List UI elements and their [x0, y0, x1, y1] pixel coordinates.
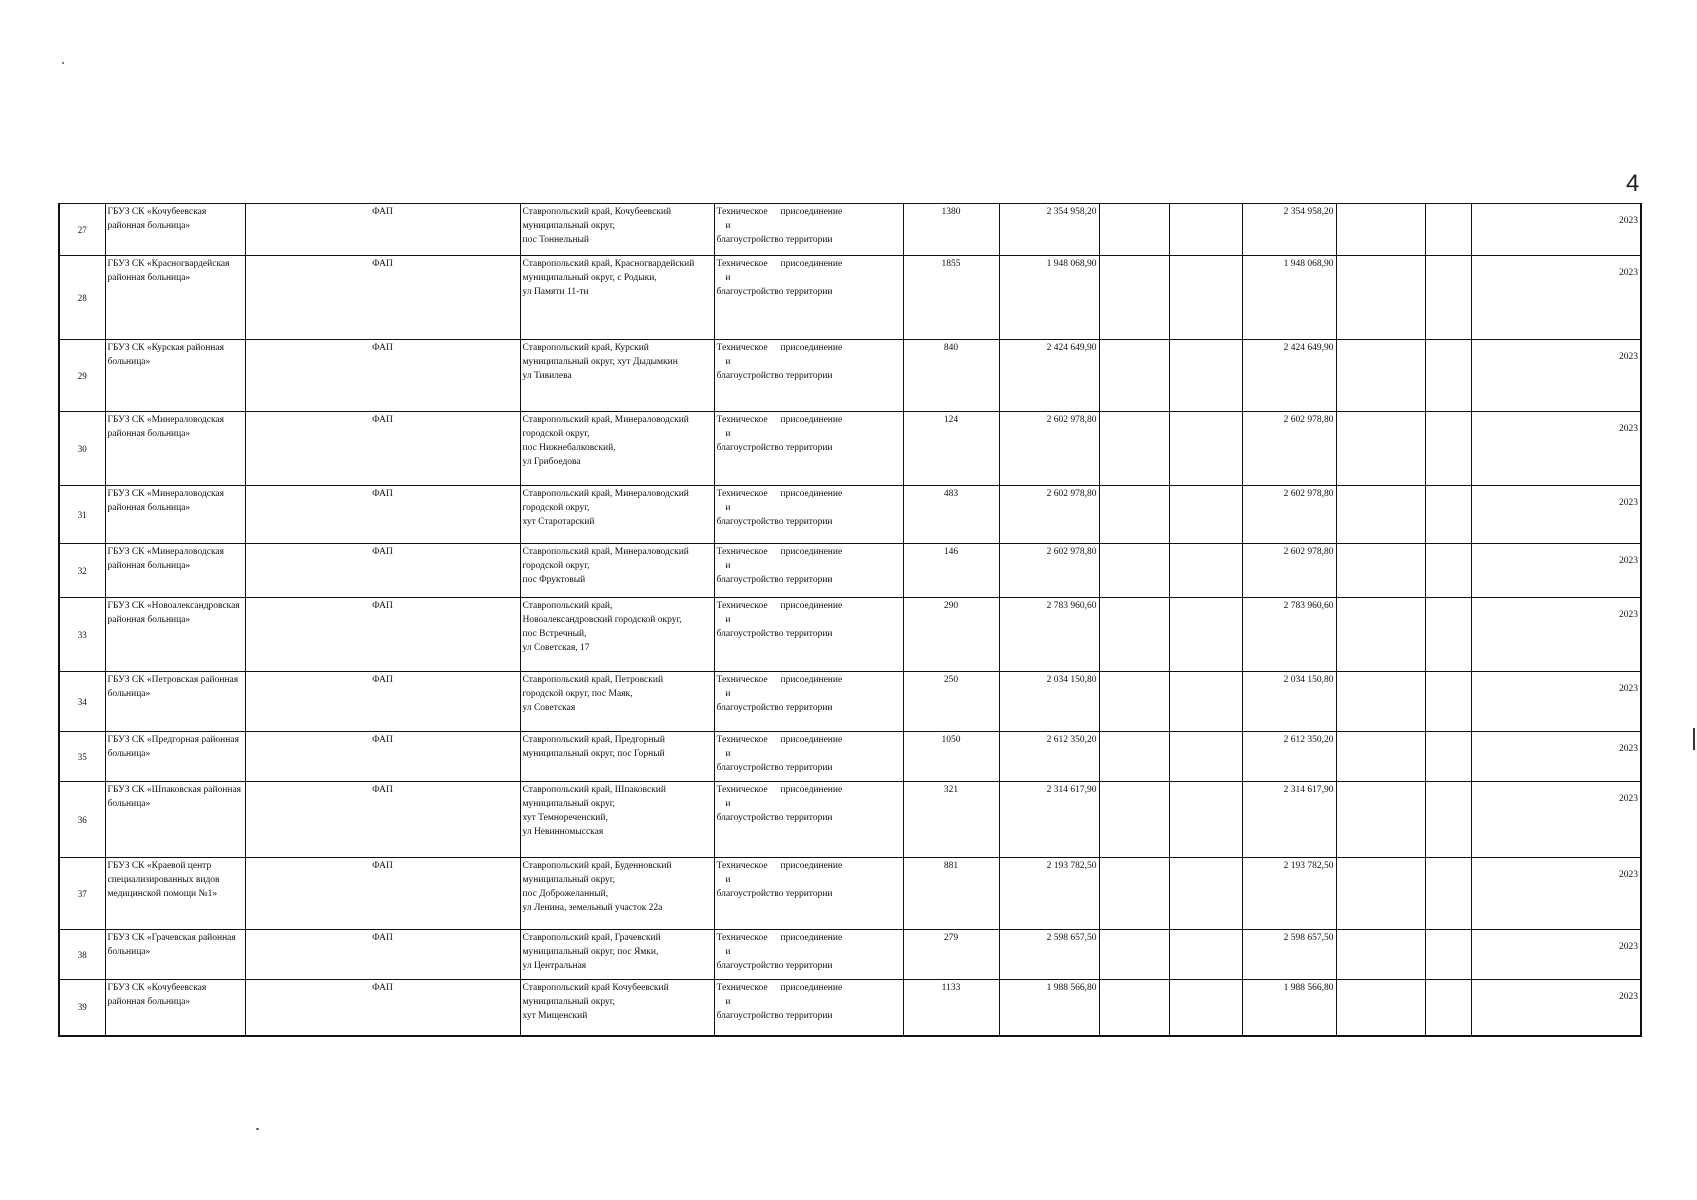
work-type-text: присоединение [780, 207, 843, 217]
address-line: Ставропольский край, Минераловодский [522, 415, 689, 425]
work-type-text: Техническое [716, 861, 768, 871]
total-cost-cell: 2 193 782,50 [999, 858, 1099, 930]
address-line: муниципальный округ, [522, 799, 615, 809]
table-row [59, 598, 1641, 672]
empty-cell [1169, 486, 1242, 544]
organization-cell: ГБУЗ СК «Минераловодская районная больница» [105, 486, 245, 544]
empty-cell [1169, 544, 1242, 598]
work-type-cell [714, 486, 903, 544]
empty-cell [1099, 980, 1169, 1036]
work-type-text: благоустройство территории [716, 371, 833, 381]
distance-cell: 881 [903, 858, 999, 930]
total-cost-cell: 2 354 958,20 [999, 204, 1099, 256]
organization-cell: ГБУЗ СК «Петровская районная больница» [105, 672, 245, 732]
distance-cell: 483 [903, 486, 999, 544]
address-line: пос Доброжеланный, [522, 889, 609, 899]
work-type-cell [714, 412, 903, 486]
year-cell: 2023 [1471, 782, 1641, 858]
address-cell [520, 598, 714, 672]
distance-cell: 1050 [903, 732, 999, 782]
year-cell: 2023 [1471, 544, 1641, 598]
address-cell [520, 858, 714, 930]
empty-cell [1099, 544, 1169, 598]
work-type-text: Техническое [716, 785, 768, 795]
address-line: муниципальный округ, пос Горный [522, 749, 665, 759]
work-type-text: Техническое [716, 547, 768, 557]
empty-cell [1169, 930, 1242, 980]
table-row [59, 412, 1641, 486]
year-cell: 2023 [1471, 598, 1641, 672]
address-line: ул Грибоедова [522, 457, 581, 467]
year-cell: 2023 [1471, 486, 1641, 544]
empty-cell [1336, 544, 1425, 598]
distance-cell: 250 [903, 672, 999, 732]
distance-cell: 290 [903, 598, 999, 672]
year-cell: 2023 [1471, 412, 1641, 486]
row-number-cell: 27 [59, 204, 105, 256]
address-line: Ставропольский край, Кочубеевский [522, 207, 672, 217]
work-type-text: благоустройство территории [716, 235, 833, 245]
work-type-text: благоустройство территории [716, 813, 833, 823]
work-type-text: присоединение [780, 785, 843, 795]
work-type-text: благоустройство территории [716, 517, 833, 527]
year-cell: 2023 [1471, 672, 1641, 732]
distance-cell: 840 [903, 340, 999, 412]
organization-cell: ГБУЗ СК «Предгорная районная больница» [105, 732, 245, 782]
total-cost-cell: 2 602 978,80 [999, 412, 1099, 486]
work-type-cell [714, 980, 903, 1036]
work-type-text: Техническое [716, 735, 768, 745]
empty-cell [1425, 486, 1471, 544]
facilities-table [58, 203, 1642, 1037]
empty-cell [1099, 782, 1169, 858]
year-cell: 2023 [1471, 204, 1641, 256]
address-cell [520, 544, 714, 598]
total-cost-cell: 2 783 960,60 [999, 598, 1099, 672]
empty-cell [1169, 782, 1242, 858]
table-row [59, 204, 1641, 256]
address-cell [520, 672, 714, 732]
row-number-cell: 35 [59, 732, 105, 782]
budget-cell: 2 612 350,20 [1242, 732, 1336, 782]
row-number-cell: 30 [59, 412, 105, 486]
work-type-text: и [725, 689, 731, 699]
organization-cell: ГБУЗ СК «Минераловодская районная больница» [105, 544, 245, 598]
work-type-text: благоустройство территории [716, 443, 833, 453]
address-line: ул Советская [522, 703, 576, 713]
table-row [59, 486, 1641, 544]
empty-cell [1336, 782, 1425, 858]
work-type-text: присоединение [780, 489, 843, 499]
work-type-text: и [725, 221, 731, 231]
work-type-text: благоустройство территории [716, 575, 833, 585]
address-line: муниципальный округ, хут Дыдымкин [522, 357, 678, 367]
address-line: муниципальный округ, с Родыки, [522, 273, 657, 283]
work-type-cell [714, 598, 903, 672]
address-line: ул Ленина, земельный участок 22а [522, 903, 663, 913]
empty-cell [1425, 980, 1471, 1036]
work-type-text: присоединение [780, 547, 843, 557]
work-type-text: и [725, 947, 731, 957]
organization-cell: ГБУЗ СК «Шпаковская районная больница» [105, 782, 245, 858]
address-line: Ставропольский край, Шпаковский [522, 785, 666, 795]
work-type-text: и [725, 997, 731, 1007]
work-type-text: благоустройство территории [716, 629, 833, 639]
work-type-text: Техническое [716, 489, 768, 499]
work-type-text: благоустройство территории [716, 287, 833, 297]
distance-cell: 1133 [903, 980, 999, 1036]
work-type-cell [714, 256, 903, 340]
empty-cell [1425, 544, 1471, 598]
organization-cell: ГБУЗ СК «Кочубеевская районная больница» [105, 980, 245, 1036]
address-cell [520, 256, 714, 340]
work-type-text: и [725, 357, 731, 367]
address-line: городской округ, [522, 561, 590, 571]
total-cost-cell: 2 602 978,80 [999, 544, 1099, 598]
empty-cell [1336, 256, 1425, 340]
table-row [59, 930, 1641, 980]
distance-cell: 146 [903, 544, 999, 598]
page-number: 4 [1626, 170, 1640, 197]
empty-cell [1425, 412, 1471, 486]
empty-cell [1425, 858, 1471, 930]
work-type-text: присоединение [780, 415, 843, 425]
address-cell [520, 980, 714, 1036]
row-number-cell: 39 [59, 980, 105, 1036]
address-cell [520, 732, 714, 782]
work-type-text: присоединение [780, 933, 843, 943]
empty-cell [1099, 256, 1169, 340]
facility-type-cell: ФАП [245, 340, 520, 412]
scan-edge-mark [1693, 728, 1695, 750]
work-type-text: и [725, 561, 731, 571]
empty-cell [1425, 732, 1471, 782]
address-cell [520, 412, 714, 486]
empty-cell [1099, 412, 1169, 486]
empty-cell [1336, 672, 1425, 732]
budget-cell: 2 598 657,50 [1242, 930, 1336, 980]
empty-cell [1425, 598, 1471, 672]
address-line: Ставропольский край, Петровский [522, 675, 664, 685]
year-cell: 2023 [1471, 858, 1641, 930]
work-type-text: и [725, 273, 731, 283]
row-number-cell: 37 [59, 858, 105, 930]
work-type-text: и [725, 615, 731, 625]
work-type-cell [714, 782, 903, 858]
empty-cell [1425, 256, 1471, 340]
address-cell [520, 930, 714, 980]
address-line: пос Фруктовый [522, 575, 586, 585]
empty-cell [1336, 340, 1425, 412]
address-line: муниципальный округ, [522, 997, 615, 1007]
budget-cell: 2 193 782,50 [1242, 858, 1336, 930]
organization-cell: ГБУЗ СК «Новоалександровская районная больница» [105, 598, 245, 672]
row-number-cell: 28 [59, 256, 105, 340]
work-type-text: Техническое [716, 601, 768, 611]
empty-cell [1425, 672, 1471, 732]
table-row [59, 782, 1641, 858]
row-number-cell: 34 [59, 672, 105, 732]
empty-cell [1099, 598, 1169, 672]
empty-cell [1336, 930, 1425, 980]
empty-cell [1336, 732, 1425, 782]
row-number-cell: 31 [59, 486, 105, 544]
address-line: пос Нижнебалковский, [522, 443, 616, 453]
empty-cell [1425, 782, 1471, 858]
work-type-cell [714, 672, 903, 732]
year-cell: 2023 [1471, 340, 1641, 412]
work-type-text: Техническое [716, 983, 768, 993]
address-line: Ставропольский край, Красногвардейский [522, 259, 695, 269]
budget-cell: 2 424 649,90 [1242, 340, 1336, 412]
distance-cell: 124 [903, 412, 999, 486]
work-type-text: присоединение [780, 735, 843, 745]
address-cell [520, 204, 714, 256]
budget-cell: 2 602 978,80 [1242, 412, 1336, 486]
budget-cell: 2 602 978,80 [1242, 486, 1336, 544]
empty-cell [1425, 340, 1471, 412]
distance-cell: 1855 [903, 256, 999, 340]
empty-cell [1099, 732, 1169, 782]
empty-cell [1169, 256, 1242, 340]
facility-type-cell: ФАП [245, 980, 520, 1036]
empty-cell [1336, 204, 1425, 256]
work-type-text: благоустройство территории [716, 961, 833, 971]
work-type-text: и [725, 875, 731, 885]
facility-type-cell: ФАП [245, 544, 520, 598]
row-number-cell: 38 [59, 930, 105, 980]
facility-type-cell: ФАП [245, 858, 520, 930]
facility-type-cell: ФАП [245, 598, 520, 672]
row-number-cell: 36 [59, 782, 105, 858]
facility-type-cell: ФАП [245, 672, 520, 732]
organization-cell: ГБУЗ СК «Краевой центр специализированных видов медицинской помощи №1» [105, 858, 245, 930]
scan-speck [62, 62, 64, 64]
address-line: Новоалександровский городской округ, [522, 615, 682, 625]
empty-cell [1169, 340, 1242, 412]
work-type-cell [714, 204, 903, 256]
total-cost-cell: 1 948 068,90 [999, 256, 1099, 340]
year-cell: 2023 [1471, 930, 1641, 980]
work-type-text: Техническое [716, 415, 768, 425]
work-type-text: Техническое [716, 933, 768, 943]
work-type-text: присоединение [780, 861, 843, 871]
address-line: ул Невинномысская [522, 827, 604, 837]
empty-cell [1336, 598, 1425, 672]
distance-cell: 321 [903, 782, 999, 858]
address-line: пос Тоннельный [522, 235, 590, 245]
work-type-cell [714, 930, 903, 980]
address-line: городской округ, [522, 503, 590, 513]
empty-cell [1169, 732, 1242, 782]
organization-cell: ГБУЗ СК «Красногвардейская районная больница» [105, 256, 245, 340]
facility-type-cell: ФАП [245, 732, 520, 782]
address-line: ул Тивилева [522, 371, 572, 381]
address-cell [520, 782, 714, 858]
work-type-text: присоединение [780, 983, 843, 993]
budget-cell: 2 354 958,20 [1242, 204, 1336, 256]
address-line: хут Мищенский [522, 1011, 588, 1021]
address-line: хут Темнореченский, [522, 813, 608, 823]
empty-cell [1169, 598, 1242, 672]
address-line: Ставропольский край, Курский [522, 343, 649, 353]
row-number-cell: 29 [59, 340, 105, 412]
empty-cell [1099, 340, 1169, 412]
total-cost-cell: 2 424 649,90 [999, 340, 1099, 412]
table-row [59, 980, 1641, 1036]
organization-cell: ГБУЗ СК «Курская районная больница» [105, 340, 245, 412]
table-body [59, 204, 1641, 1036]
organization-cell: ГБУЗ СК «Кочубеевская районная больница» [105, 204, 245, 256]
work-type-text: благоустройство территории [716, 889, 833, 899]
budget-cell: 1 988 566,80 [1242, 980, 1336, 1036]
table-row [59, 672, 1641, 732]
work-type-cell [714, 858, 903, 930]
empty-cell [1099, 858, 1169, 930]
work-type-text: присоединение [780, 259, 843, 269]
address-line: муниципальный округ, пос Ямки, [522, 947, 659, 957]
work-type-text: благоустройство территории [716, 1011, 833, 1021]
total-cost-cell: 2 314 617,90 [999, 782, 1099, 858]
table-row [59, 544, 1641, 598]
table-row [59, 858, 1641, 930]
empty-cell [1336, 486, 1425, 544]
empty-cell [1336, 412, 1425, 486]
year-cell: 2023 [1471, 256, 1641, 340]
budget-cell: 2 783 960,60 [1242, 598, 1336, 672]
address-line: Ставропольский край, Грачевский [522, 933, 661, 943]
empty-cell [1425, 204, 1471, 256]
address-line: ул Памяти 11-ти [522, 287, 589, 297]
work-type-text: благоустройство территории [716, 703, 833, 713]
address-cell [520, 340, 714, 412]
total-cost-cell: 2 612 350,20 [999, 732, 1099, 782]
total-cost-cell: 2 602 978,80 [999, 486, 1099, 544]
work-type-text: присоединение [780, 343, 843, 353]
address-line: городской округ, [522, 429, 590, 439]
address-line: пос Встречный, [522, 629, 587, 639]
budget-cell: 1 948 068,90 [1242, 256, 1336, 340]
address-line: Ставропольский край, [522, 601, 613, 611]
work-type-text: и [725, 799, 731, 809]
facility-type-cell: ФАП [245, 930, 520, 980]
work-type-cell [714, 544, 903, 598]
empty-cell [1169, 412, 1242, 486]
budget-cell: 2 034 150,80 [1242, 672, 1336, 732]
address-line: муниципальный округ, [522, 875, 615, 885]
empty-cell [1099, 672, 1169, 732]
total-cost-cell: 1 988 566,80 [999, 980, 1099, 1036]
budget-cell: 2 314 617,90 [1242, 782, 1336, 858]
empty-cell [1169, 980, 1242, 1036]
address-line: ул Советская, 17 [522, 643, 590, 653]
empty-cell [1169, 672, 1242, 732]
empty-cell [1099, 930, 1169, 980]
distance-cell: 279 [903, 930, 999, 980]
address-line: Ставропольский край, Предгорный [522, 735, 665, 745]
work-type-cell [714, 340, 903, 412]
row-number-cell: 33 [59, 598, 105, 672]
work-type-text: и [725, 749, 731, 759]
address-line: Ставропольский край, Буденновский [522, 861, 672, 871]
work-type-text: присоединение [780, 675, 843, 685]
work-type-text: благоустройство территории [716, 763, 833, 773]
facility-type-cell: ФАП [245, 486, 520, 544]
address-line: Ставропольский край Кочубеевский [522, 983, 669, 993]
work-type-text: Техническое [716, 343, 768, 353]
work-type-cell [714, 732, 903, 782]
address-line: муниципальный округ, [522, 221, 615, 231]
facility-type-cell: ФАП [245, 256, 520, 340]
work-type-text: и [725, 429, 731, 439]
empty-cell [1336, 858, 1425, 930]
facility-type-cell: ФАП [245, 204, 520, 256]
address-line: ул Центральная [522, 961, 587, 971]
scan-speck [256, 1128, 259, 1130]
table-row [59, 732, 1641, 782]
facility-type-cell: ФАП [245, 412, 520, 486]
address-line: хут Старотарский [522, 517, 595, 527]
total-cost-cell: 2 598 657,50 [999, 930, 1099, 980]
empty-cell [1099, 204, 1169, 256]
organization-cell: ГБУЗ СК «Грачевская районная больница» [105, 930, 245, 980]
table-row [59, 256, 1641, 340]
year-cell: 2023 [1471, 980, 1641, 1036]
budget-cell: 2 602 978,80 [1242, 544, 1336, 598]
year-cell: 2023 [1471, 732, 1641, 782]
address-line: Ставропольский край, Минераловодский [522, 547, 689, 557]
work-type-text: Техническое [716, 675, 768, 685]
table-row [59, 340, 1641, 412]
empty-cell [1336, 980, 1425, 1036]
empty-cell [1099, 486, 1169, 544]
work-type-text: Техническое [716, 207, 768, 217]
empty-cell [1169, 858, 1242, 930]
address-line: Ставропольский край, Минераловодский [522, 489, 689, 499]
facility-type-cell: ФАП [245, 782, 520, 858]
work-type-text: и [725, 503, 731, 513]
empty-cell [1425, 930, 1471, 980]
address-cell [520, 486, 714, 544]
row-number-cell: 32 [59, 544, 105, 598]
empty-cell [1169, 204, 1242, 256]
address-line: городской округ, пос Маяк, [522, 689, 633, 699]
distance-cell: 1380 [903, 204, 999, 256]
work-type-text: присоединение [780, 601, 843, 611]
organization-cell: ГБУЗ СК «Минераловодская районная больница» [105, 412, 245, 486]
work-type-text: Техническое [716, 259, 768, 269]
total-cost-cell: 2 034 150,80 [999, 672, 1099, 732]
